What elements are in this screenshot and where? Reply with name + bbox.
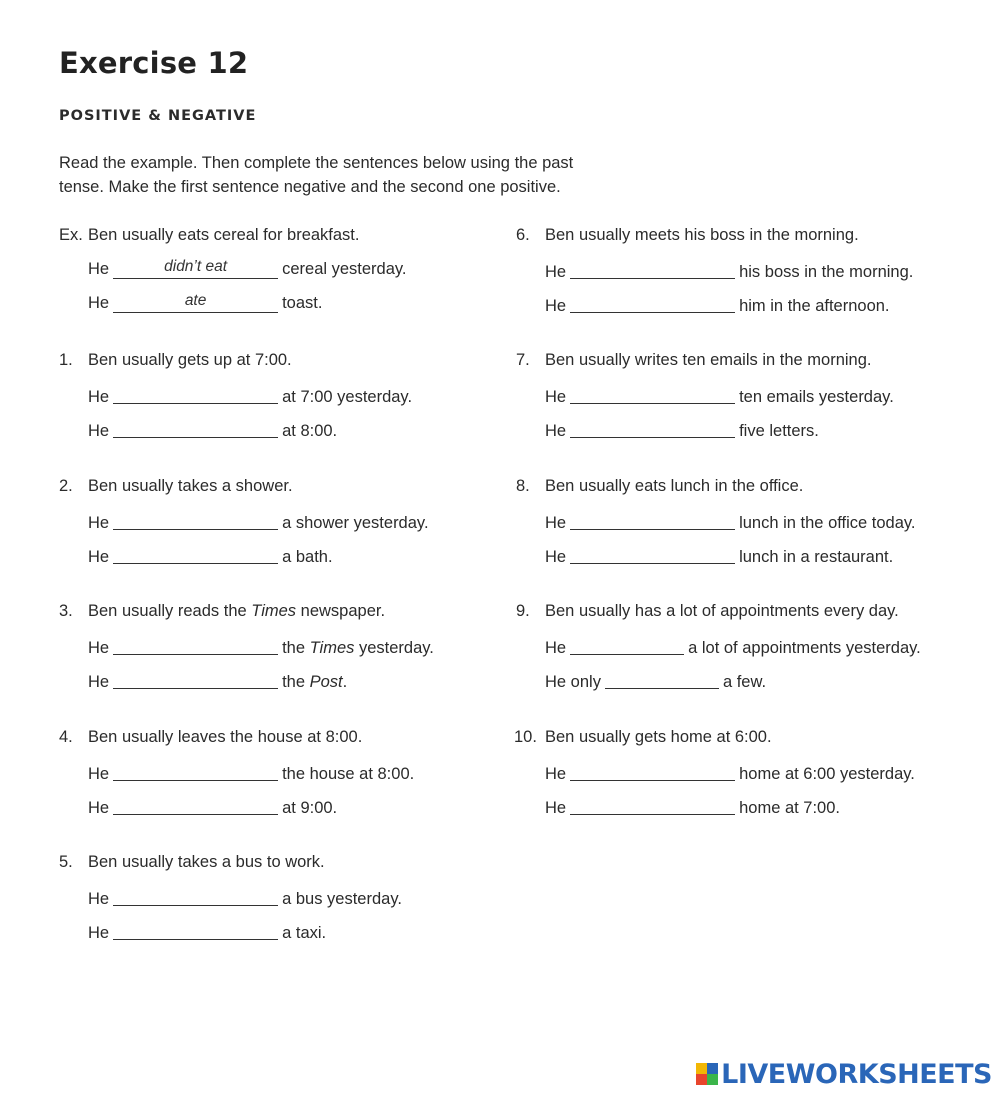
answer-suffix: ten emails yesterday.: [739, 388, 894, 406]
answer-blank[interactable]: [570, 545, 735, 564]
answer-prefix: He: [88, 924, 110, 942]
item-number: 1.: [59, 351, 73, 369]
logo-square-icon: [696, 1063, 707, 1074]
answer-blank[interactable]: [570, 385, 735, 404]
answer-prefix: He: [88, 514, 110, 532]
answer-prefix: He: [88, 260, 110, 278]
answer-suffix: a bus yesterday.: [282, 890, 402, 908]
example-blank-negative: [113, 260, 278, 279]
liveworksheets-logo[interactable]: [696, 1058, 992, 1090]
answer-suffix: a lot of appointments yesterday.: [688, 639, 921, 657]
answer-suffix: a few.: [722, 673, 767, 691]
question-line: [516, 475, 803, 497]
answer-prefix: He: [88, 294, 110, 312]
answer-blank[interactable]: [113, 921, 278, 940]
answer-blank[interactable]: [570, 796, 735, 815]
answer-prefix: He: [88, 548, 110, 566]
answer-prefix: He: [545, 799, 567, 817]
answer-line-negative: [545, 258, 913, 280]
answer-prefix: He: [88, 890, 110, 908]
newspaper-title: Post: [309, 673, 343, 691]
answer-blank[interactable]: [113, 636, 278, 655]
question-line: [59, 475, 293, 497]
answer-suffix: him in the afternoon.: [739, 297, 890, 315]
answer-prefix: He: [545, 639, 567, 657]
answer-blank[interactable]: [113, 511, 278, 530]
answer-prefix: He only: [545, 673, 601, 691]
answer-line-negative: [88, 885, 402, 907]
answer-blank[interactable]: [605, 670, 719, 689]
logo-square-icon: [696, 1074, 707, 1085]
answer-line-negative: [88, 509, 429, 531]
answer-suffix: at 8:00.: [282, 422, 338, 440]
question-text: Ben usually meets his boss in the morning.: [545, 226, 859, 244]
answer-prefix: He: [88, 639, 110, 657]
answer-blank[interactable]: [113, 385, 278, 404]
question-text: Ben usually writes ten emails in the morning.: [545, 351, 872, 369]
page-title: Exercise 12: [59, 46, 249, 80]
logo-mark-icon: [696, 1063, 718, 1085]
question-line: [59, 349, 292, 371]
instructions-line-2: tense. Make the first sentence negative and the second one positive.: [59, 178, 561, 196]
answer-suffix: a shower yesterday.: [282, 514, 429, 532]
answer-line-positive: [88, 543, 333, 565]
answer-suffix: home at 7:00.: [739, 799, 840, 817]
logo-square-icon: [707, 1074, 718, 1085]
question-line: [514, 726, 772, 748]
item-number: 9.: [516, 602, 530, 620]
answer-suffix: at 7:00 yesterday.: [282, 388, 413, 406]
answer-suffix: a bath.: [282, 548, 333, 566]
answer-line-negative: [545, 760, 915, 782]
answer-blank[interactable]: [570, 636, 684, 655]
answer-line-positive: [545, 417, 819, 439]
answer-line-positive: [88, 292, 322, 314]
item-number: 3.: [59, 602, 73, 620]
question-line: [516, 600, 899, 622]
question-text: Ben usually has a lot of appointments every day.: [545, 602, 899, 620]
question-line: [59, 224, 359, 246]
answer-line-positive: [545, 543, 893, 565]
question-text-start: Ben usually reads the: [88, 602, 247, 620]
answer-blank[interactable]: [570, 419, 735, 438]
answer-suffix: home at 6:00 yesterday.: [739, 765, 915, 783]
answer-blank[interactable]: [113, 670, 278, 689]
answer-line-negative: [88, 634, 434, 656]
answer-line-negative: [88, 383, 412, 405]
answer-prefix: He: [88, 673, 110, 691]
question-text: Ben usually leaves the house at 8:00.: [88, 728, 363, 746]
answer-suffix-end: yesterday.: [359, 639, 434, 657]
answer-blank[interactable]: [570, 762, 735, 781]
answer-line-negative: [88, 258, 407, 280]
item-number: Ex.: [59, 226, 83, 244]
answer-suffix-end: .: [342, 673, 348, 691]
item-number: 6.: [516, 226, 530, 244]
item-number: 5.: [59, 853, 73, 871]
answer-blank[interactable]: [570, 511, 735, 530]
answer-prefix: He: [545, 422, 567, 440]
answer-suffix: the house at 8:00.: [282, 765, 415, 783]
question-line: [59, 851, 325, 873]
question-text: Ben usually eats cereal for breakfast.: [88, 226, 360, 244]
exercise-subtitle: POSITIVE & NEGATIVE: [59, 108, 257, 124]
question-text: Ben usually takes a shower.: [88, 477, 293, 495]
item-number: 10.: [514, 728, 537, 746]
logo-square-icon: [707, 1063, 718, 1074]
answer-suffix: at 9:00.: [282, 799, 338, 817]
newspaper-title: Times: [309, 639, 355, 657]
question-line: [516, 224, 859, 246]
answer-suffix-start: the: [282, 673, 306, 691]
answer-line-negative: [545, 509, 916, 531]
answer-line-positive: [545, 668, 766, 690]
answer-prefix: He: [88, 422, 110, 440]
answer-suffix: his boss in the morning.: [739, 263, 914, 281]
answer-suffix-start: the: [282, 639, 306, 657]
question-text: Ben usually gets home at 6:00.: [545, 728, 772, 746]
question-line: [59, 600, 385, 622]
answer-suffix: cereal yesterday.: [282, 260, 407, 278]
item-number: 2.: [59, 477, 73, 495]
answer-prefix: He: [545, 765, 567, 783]
answer-line-positive: [88, 668, 347, 690]
answer-suffix: a taxi.: [282, 924, 327, 942]
answer-suffix: toast.: [282, 294, 323, 312]
answer-blank[interactable]: [113, 419, 278, 438]
example-answer: didn’t eat: [164, 258, 228, 275]
answer-line-positive: [88, 417, 337, 439]
answer-line-positive: [88, 794, 337, 816]
question-line: [59, 726, 362, 748]
answer-blank[interactable]: [113, 887, 278, 906]
answer-line-positive: [88, 919, 326, 941]
question-text-end: newspaper.: [300, 602, 386, 620]
item-number: 8.: [516, 477, 530, 495]
answer-line-negative: [88, 760, 414, 782]
item-number: 4.: [59, 728, 73, 746]
item-number: 7.: [516, 351, 530, 369]
answer-line-positive: [545, 794, 840, 816]
answer-blank[interactable]: [113, 545, 278, 564]
answer-blank[interactable]: [570, 294, 735, 313]
answer-blank[interactable]: [113, 796, 278, 815]
answer-line-negative: [545, 383, 894, 405]
answer-suffix: lunch in the office today.: [739, 514, 916, 532]
question-line: [516, 349, 872, 371]
answer-suffix: lunch in a restaurant.: [739, 548, 894, 566]
answer-prefix: He: [545, 297, 567, 315]
answer-line-positive: [545, 292, 890, 314]
answer-blank[interactable]: [570, 260, 735, 279]
answer-prefix: He: [88, 388, 110, 406]
answer-line-negative: [545, 634, 921, 656]
example-blank-positive: [113, 294, 278, 313]
answer-prefix: He: [545, 388, 567, 406]
answer-prefix: He: [88, 799, 110, 817]
answer-prefix: He: [545, 548, 567, 566]
question-text: Ben usually takes a bus to work.: [88, 853, 325, 871]
instructions-line-1: Read the example. Then complete the sentences below using the past: [59, 154, 574, 172]
answer-prefix: He: [545, 263, 567, 281]
answer-prefix: He: [545, 514, 567, 532]
question-text: Ben usually gets up at 7:00.: [88, 351, 292, 369]
answer-blank[interactable]: [113, 762, 278, 781]
example-answer: ate: [184, 292, 207, 309]
logo-text: LIVEWORKSHEETS: [721, 1058, 992, 1090]
question-text: Ben usually eats lunch in the office.: [545, 477, 804, 495]
answer-prefix: He: [88, 765, 110, 783]
instructions: [59, 151, 619, 199]
newspaper-title: Times: [251, 602, 297, 620]
answer-suffix: five letters.: [739, 422, 819, 440]
